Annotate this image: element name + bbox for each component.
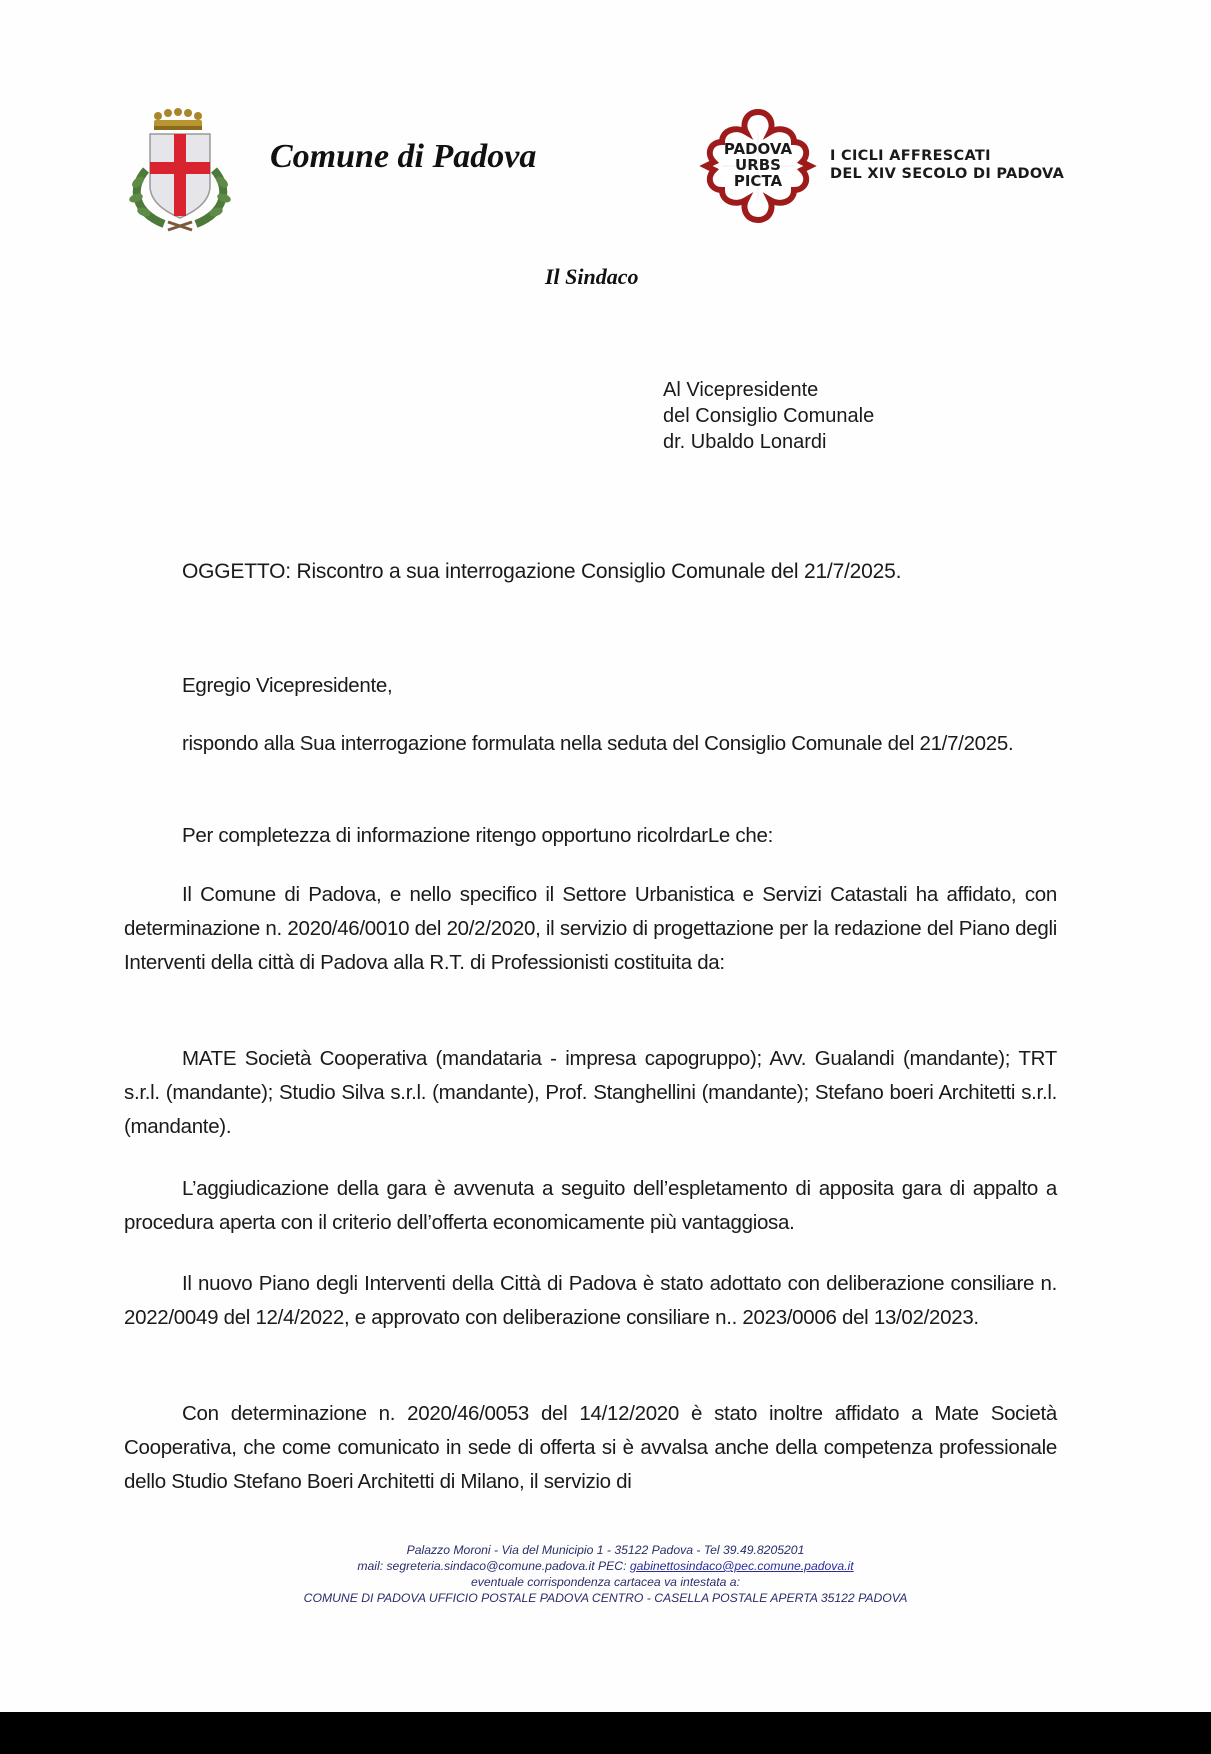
recipient-line-1: Al Vicepresidente: [663, 379, 819, 401]
paragraph-4: MATE Società Cooperativa (mandataria - impresa capogruppo); Avv. Gualandi (mandante); TRT s.r.l. (mandante); Studio Silva s.r.l. (mandante), Prof. Stanghellini (mandante); Stefano boeri Architetti s.r.l. (mandante).: [124, 1047, 1057, 1138]
padova-crest-icon: [124, 108, 236, 232]
paragraph-5: L’aggiudicazione della gara è avvenuta a seguito dell’espletamento di apposita gara di appalto a procedura aperta con il criterio dell’offerta economicamente più vantaggiosa.: [124, 1177, 1057, 1234]
urbs-line-picta: PICTA: [733, 172, 783, 190]
comune-di-padova-title: Comune di Padova: [270, 138, 537, 175]
paragraph-7: Con determinazione n. 2020/46/0053 del 14/12/2020 è stato inoltre affidato a Mate Società Cooperativa, che come comunicato in sede di offerta si è avvalsa anche della competenza professionale dello Studio Stefano Boeri Architetti di Milano, il servizio di: [124, 1402, 1057, 1493]
salutation: Egregio Vicepresidente,: [182, 674, 393, 697]
footer-address: Palazzo Moroni - Via del Municipio 1 - 35122 Padova - Tel 39.49.8205201: [406, 1543, 805, 1557]
footer-contacts: mail: segreteria.sindaco@comune.padova.it PEC: gabinettosindaco@pec.comune.padova.it: [357, 1559, 854, 1573]
recipient-line-2: del Consiglio Comunale: [663, 405, 875, 427]
footer-postal-box: COMUNE DI PADOVA UFFICIO POSTALE PADOVA CENTRO - CASELLA POSTALE APERTA 35122 PADOVA: [303, 1591, 908, 1605]
letter-footer: [0, 1542, 1211, 1606]
paragraph-2: Per completezza di informazione ritengo opportuno ricolrdarLe che:: [182, 824, 773, 847]
footer-correspondence-note: eventuale corrispondenza cartacea va intestata a:: [471, 1575, 740, 1589]
urbs-picta-caption: I CICLI AFFRESCATI DEL XIV SECOLO DI PADOVA: [830, 148, 1065, 182]
urbs-line-padova: PADOVA: [723, 140, 793, 158]
paragraph-3: Il Comune di Padova, e nello specifico il Settore Urbanistica e Servizi Catastali ha affidato, con determinazione n. 2020/46/0010 del 20/2/2020, il servizio di progettazione per la redazione del Piano degli Interventi della città di Padova alla R.T. di Professionisti costituita da:: [124, 883, 1057, 974]
urbs-line-urbs: URBS: [735, 156, 781, 174]
recipient-block: [663, 377, 874, 455]
pec-email-link[interactable]: gabinettosindaco@pec.comune.padova.it: [629, 1559, 854, 1573]
urbs-picta-logo: [698, 108, 818, 224]
paragraph-1: rispondo alla Sua interrogazione formulata nella seduta del Consiglio Comunale del 21/7/2025.: [182, 732, 1014, 755]
recipient-line-3: dr. Ubaldo Lonardi: [663, 431, 827, 453]
il-sindaco-heading: Il Sindaco: [545, 264, 639, 289]
subject-line: OGGETTO: Riscontro a sua interrogazione Consiglio Comunale del 21/7/2025.: [182, 560, 902, 583]
paragraph-6: Il nuovo Piano degli Interventi della Città di Padova è stato adottato con deliberazione consiliare n. 2022/0049 del 12/4/2022, e approvato con deliberazione consiliare n.. 2023/0006 del 13/02/2023.: [124, 1272, 1057, 1329]
